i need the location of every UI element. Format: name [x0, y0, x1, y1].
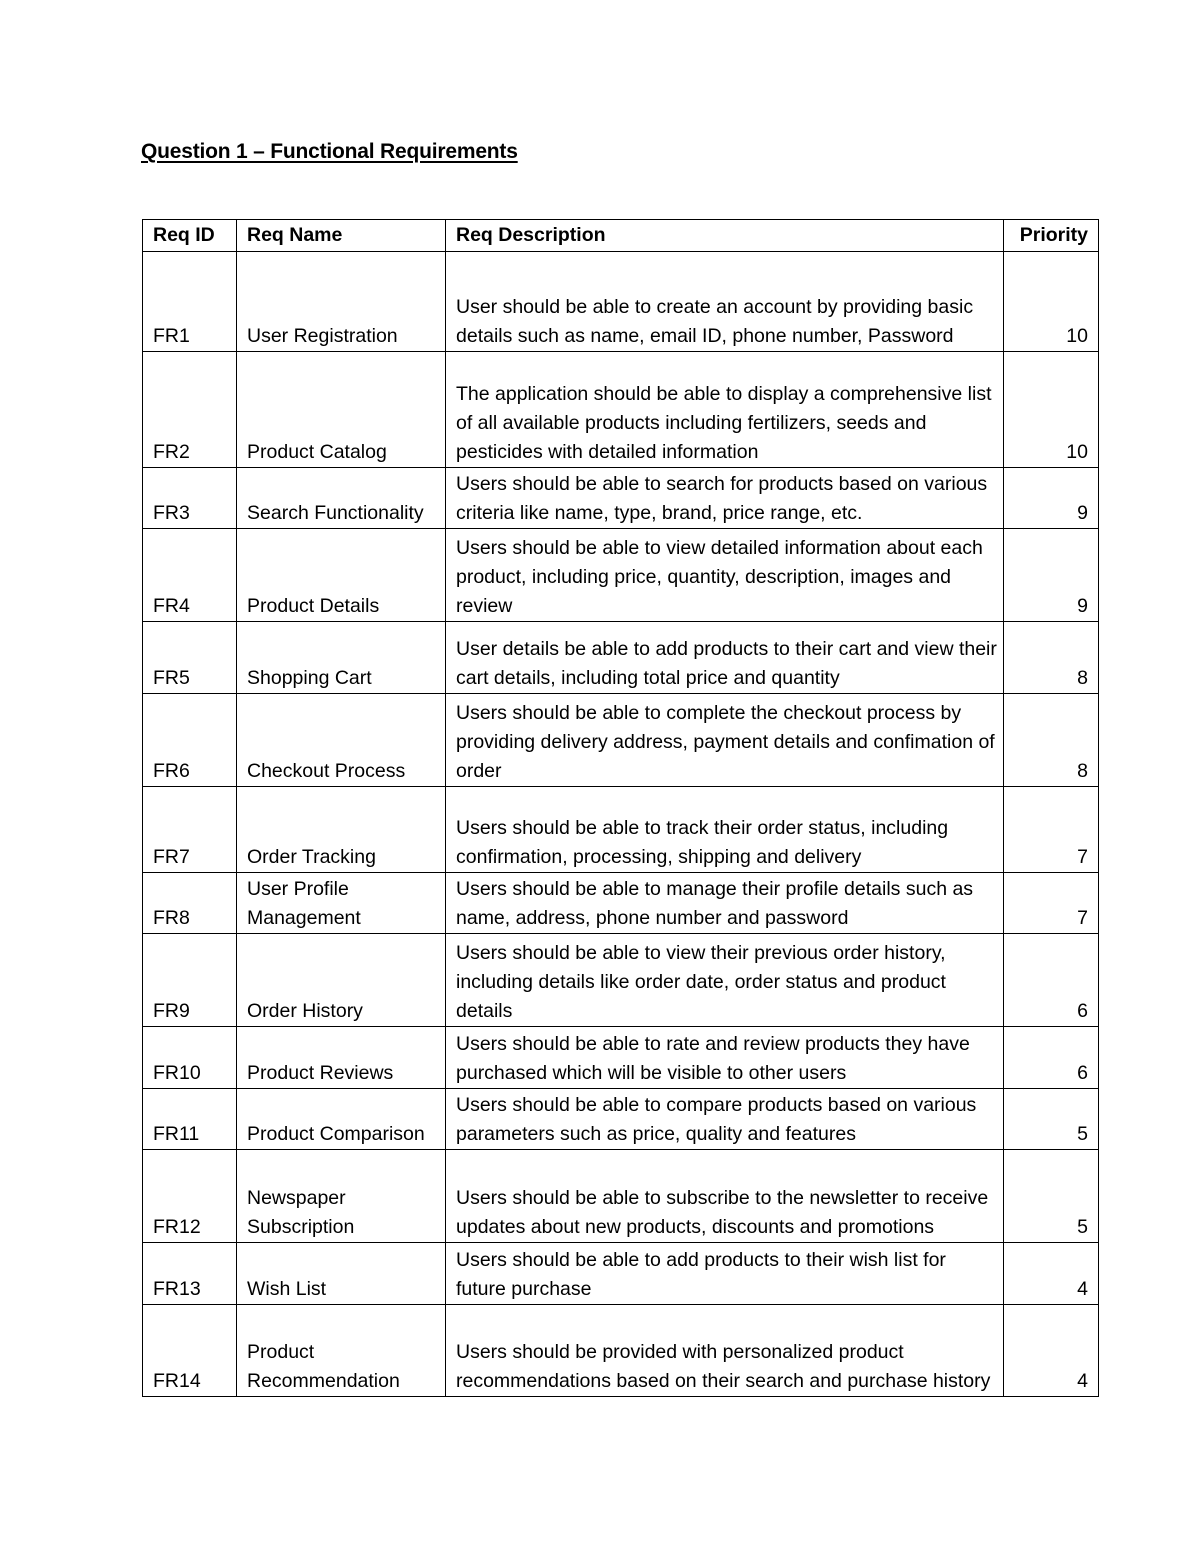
table-row — [143, 1305, 1099, 1397]
table-row — [143, 529, 1099, 622]
table-row — [143, 787, 1099, 873]
req-id-cell: FR4 — [143, 529, 237, 622]
priority-cell: 10 — [1004, 252, 1099, 352]
req-description-cell: Users should be able to search for products based on various criteria like name, type, brand, price range, etc. — [446, 468, 1004, 529]
req-id-cell: FR6 — [143, 694, 237, 787]
priority-cell: 6 — [1004, 934, 1099, 1027]
table-row — [143, 252, 1099, 352]
req-description-cell: Users should be able to track their order status, including confirmation, processing, shipping and delivery — [446, 787, 1004, 873]
req-name-cell: Checkout Process — [237, 694, 446, 787]
req-name-cell: User Registration — [237, 252, 446, 352]
table-row — [143, 1027, 1099, 1089]
table-row — [143, 622, 1099, 694]
req-description-cell: Users should be able to subscribe to the newsletter to receive updates about new products, discounts and promotions — [446, 1150, 1004, 1243]
req-id-cell: FR8 — [143, 873, 237, 934]
req-description-cell: Users should be able to rate and review products they have purchased which will be visible to other users — [446, 1027, 1004, 1089]
priority-cell: 4 — [1004, 1305, 1099, 1397]
priority-cell: 8 — [1004, 622, 1099, 694]
header-priority: Priority — [1004, 220, 1099, 252]
req-name-cell: Product Recommendation — [237, 1305, 446, 1397]
req-id-cell: FR7 — [143, 787, 237, 873]
req-id-cell: FR14 — [143, 1305, 237, 1397]
req-id-cell: FR2 — [143, 352, 237, 468]
page-title: Question 1 – Functional Requirements — [141, 140, 518, 163]
req-description-cell: User details be able to add products to their cart and view their cart details, including total price and quantity — [446, 622, 1004, 694]
req-name-cell: Product Catalog — [237, 352, 446, 468]
priority-cell: 7 — [1004, 787, 1099, 873]
header-req-id: Req ID — [143, 220, 237, 252]
req-name-cell: Newspaper Subscription — [237, 1150, 446, 1243]
table-row — [143, 934, 1099, 1027]
header-req-name: Req Name — [237, 220, 446, 252]
table-row — [143, 873, 1099, 934]
req-description-cell: Users should be provided with personalized product recommendations based on their search and purchase history — [446, 1305, 1004, 1397]
table-row — [143, 1243, 1099, 1305]
req-name-cell: Product Reviews — [237, 1027, 446, 1089]
priority-cell: 7 — [1004, 873, 1099, 934]
req-id-cell: FR3 — [143, 468, 237, 529]
table-row — [143, 352, 1099, 468]
req-description-cell: User should be able to create an account by providing basic details such as name, email ID, phone number, Password — [446, 252, 1004, 352]
req-name-cell: Product Details — [237, 529, 446, 622]
req-id-cell: FR11 — [143, 1089, 237, 1150]
requirements-table — [142, 219, 1099, 1397]
req-description-cell: Users should be able to complete the checkout process by providing delivery address, payment details and confimation of order — [446, 694, 1004, 787]
req-id-cell: FR10 — [143, 1027, 237, 1089]
table-header-row — [143, 220, 1099, 252]
priority-cell: 9 — [1004, 468, 1099, 529]
req-name-cell: Shopping Cart — [237, 622, 446, 694]
priority-cell: 5 — [1004, 1089, 1099, 1150]
req-name-cell: User Profile Management — [237, 873, 446, 934]
req-name-cell: Order History — [237, 934, 446, 1027]
priority-cell: 9 — [1004, 529, 1099, 622]
req-name-cell: Search Functionality — [237, 468, 446, 529]
priority-cell: 5 — [1004, 1150, 1099, 1243]
req-id-cell: FR13 — [143, 1243, 237, 1305]
priority-cell: 8 — [1004, 694, 1099, 787]
req-description-cell: Users should be able to manage their profile details such as name, address, phone number and password — [446, 873, 1004, 934]
req-name-cell: Product Comparison — [237, 1089, 446, 1150]
req-description-cell: Users should be able to add products to their wish list for future purchase — [446, 1243, 1004, 1305]
req-description-cell: The application should be able to display a comprehensive list of all available products including fertilizers, seeds and pesticides with detailed information — [446, 352, 1004, 468]
req-name-cell: Wish List — [237, 1243, 446, 1305]
req-id-cell: FR12 — [143, 1150, 237, 1243]
req-description-cell: Users should be able to view detailed information about each product, including price, quantity, description, images and review — [446, 529, 1004, 622]
req-description-cell: Users should be able to view their previous order history, including details like order date, order status and product details — [446, 934, 1004, 1027]
priority-cell: 4 — [1004, 1243, 1099, 1305]
table-row — [143, 1089, 1099, 1150]
table-row — [143, 694, 1099, 787]
req-description-cell: Users should be able to compare products based on various parameters such as price, quality and features — [446, 1089, 1004, 1150]
header-req-description: Req Description — [446, 220, 1004, 252]
req-id-cell: FR5 — [143, 622, 237, 694]
req-name-cell: Order Tracking — [237, 787, 446, 873]
table-row — [143, 1150, 1099, 1243]
req-id-cell: FR1 — [143, 252, 237, 352]
priority-cell: 6 — [1004, 1027, 1099, 1089]
priority-cell: 10 — [1004, 352, 1099, 468]
table-row — [143, 468, 1099, 529]
req-id-cell: FR9 — [143, 934, 237, 1027]
